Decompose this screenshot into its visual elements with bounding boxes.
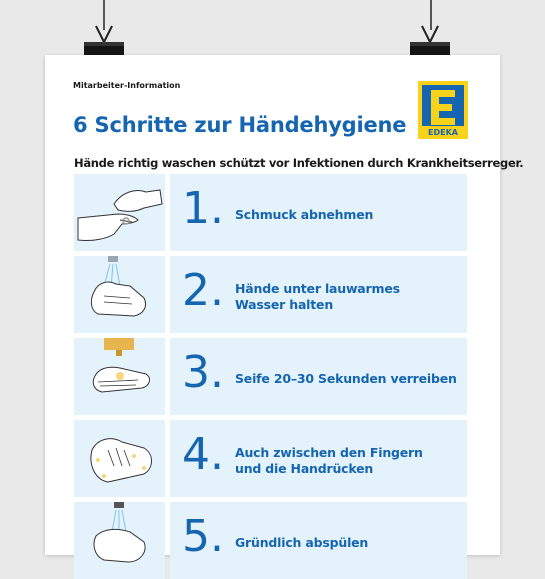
hygiene-poster [45,55,524,562]
hands-under-tap-icon [74,256,165,333]
step-number: 1. [182,183,224,234]
step-1 [74,174,468,251]
step-number: 4. [182,429,224,480]
step-5 [74,502,468,579]
poster-kicker: Mitarbeiter-Information [73,81,181,90]
step-text: Seife 20–30 Sekunden verreiben [235,371,457,386]
step-text: Hände unter lauwarmes Wasser halten [235,281,400,312]
poster-subtitle: Hände richtig waschen schützt vor Infektionen durch Krankheitserreger. [74,156,524,170]
step-3 [74,338,468,415]
hands-soap-dispenser-icon [74,338,165,415]
step-number: 5. [182,511,224,562]
step-2 [74,256,468,333]
step-text: Gründlich abspülen [235,535,369,550]
logo-text: EDEKA [428,128,458,137]
hand-remove-ring-icon [74,174,165,251]
step-number: 3. [182,347,224,398]
step-text: Auch zwischen den Fingern und die Handrücken [235,445,423,476]
step-number: 2. [182,265,224,316]
step-text: Schmuck abnehmen [235,207,374,222]
hands-rubbing-icon [74,420,165,497]
edeka-logo-icon [418,81,468,139]
step-4 [74,420,468,497]
poster-title: 6 Schritte zur Händehygiene [73,113,407,137]
hands-rinse-icon [74,502,165,579]
